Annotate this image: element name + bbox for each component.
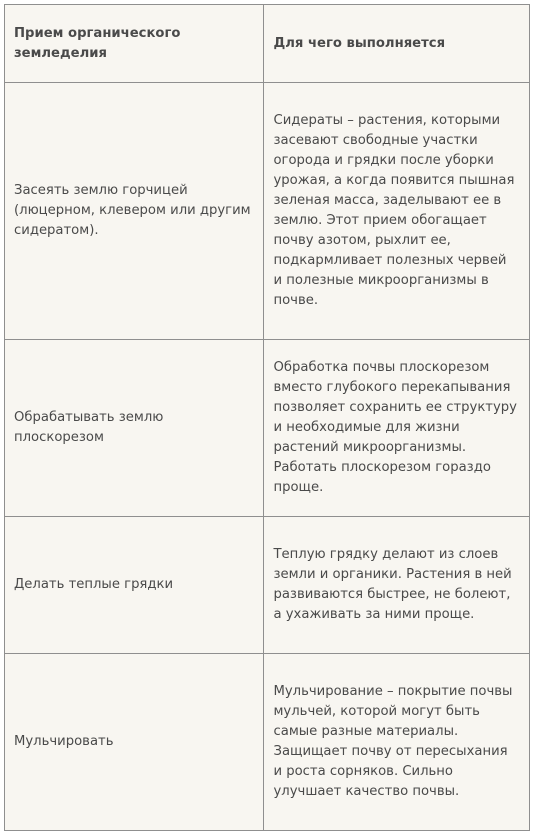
header-technique: Прием органического земледелия [5, 5, 264, 83]
technique-cell: Обрабатывать землю плоскорезом [5, 340, 264, 517]
table-row [5, 517, 530, 654]
technique-cell: Делать теплые грядки [5, 517, 264, 654]
purpose-cell: Обработка почвы плоскорезом вместо глубокого перекапывания позволяет сохранить ее структуру и необходимые для жизни растений микроорганизмы. Работать плоскорезом гораздо проще. [264, 340, 530, 517]
technique-cell: Мульчировать [5, 654, 264, 831]
table-header-row [5, 5, 530, 83]
table-row [5, 83, 530, 340]
purpose-cell: Теплую грядку делают из слоев земли и органики. Растения в ней развиваются быстрее, не болеют, а ухаживать за ними проще. [264, 517, 530, 654]
organic-farming-table [4, 4, 530, 831]
purpose-cell: Мульчирование – покрытие почвы мульчей, которой могут быть самые разные материалы. Защищает почву от пересыхания и роста сорняков. Сильно улучшает качество почвы. [264, 654, 530, 831]
table-row [5, 654, 530, 831]
header-purpose: Для чего выполняется [264, 5, 530, 83]
purpose-cell: Сидераты – растения, которыми засевают свободные участки огорода и грядки после уборки урожая, а когда появится пышная зеленая масса, заделывают ее в землю. Этот прием обогащает почву азотом, рыхлит ее, подкармливает полезных червей и полезные микроорганизмы в почве. [264, 83, 530, 340]
table-row [5, 340, 530, 517]
technique-cell: Засеять землю горчицей (люцерном, клевером или другим сидератом). [5, 83, 264, 340]
